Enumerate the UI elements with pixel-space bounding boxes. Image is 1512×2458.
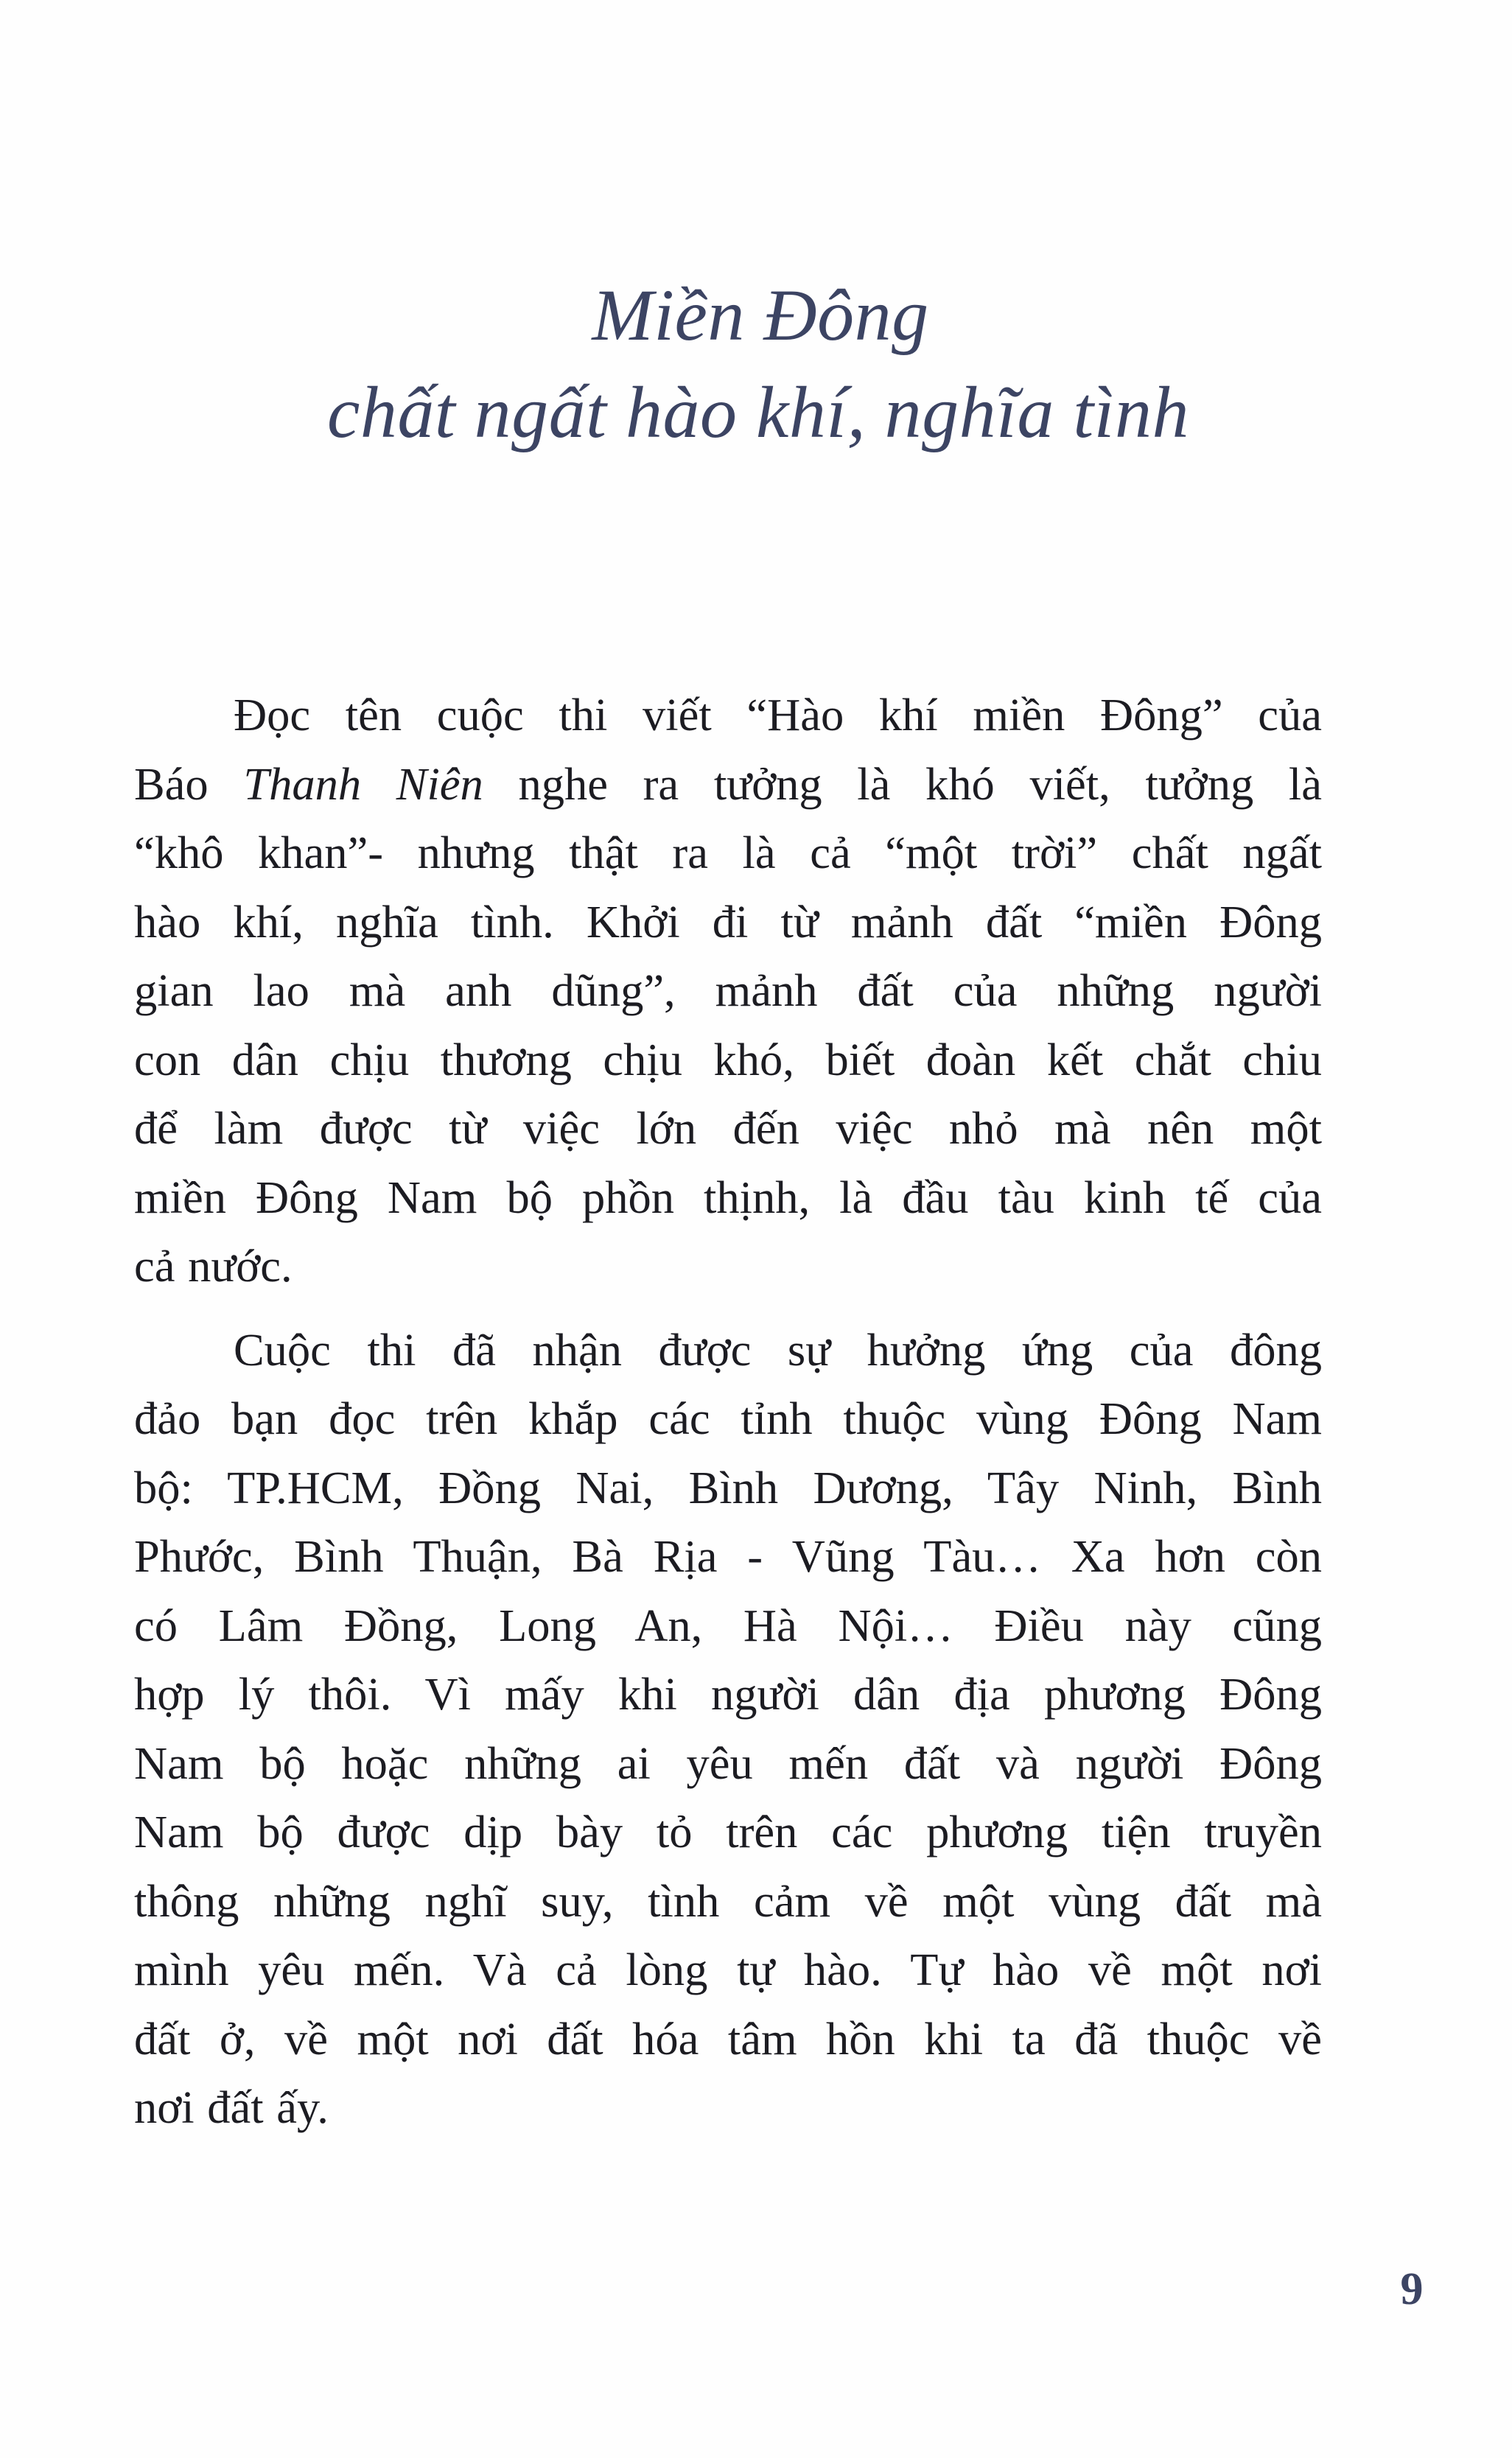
text-segment: đất ở, về một nơi đất hóa tâm hồn khi ta đã thuộc về bbox=[134, 2012, 1322, 2065]
chapter-title-line-2: chất ngất hào khí, nghĩa tình bbox=[327, 371, 1189, 453]
text-line bbox=[134, 956, 1322, 1026]
text-segment: con dân chịu thương chịu khó, biết đoàn kết chắt chiu bbox=[134, 1033, 1322, 1085]
text-line bbox=[134, 1522, 1322, 1592]
text-line bbox=[134, 1026, 1322, 1095]
text-segment: Đọc tên cuộc thi viết “Hào khí miền Đông” của bbox=[234, 689, 1322, 740]
chapter-title bbox=[0, 271, 1512, 457]
text-segment: nghe ra tưởng là khó viết, tưởng là bbox=[483, 757, 1322, 810]
text-segment: Cuộc thi đã nhận được sự hưởng ứng của đông bbox=[234, 1323, 1322, 1376]
text-line bbox=[134, 2005, 1322, 2074]
text-segment: miền Đông Nam bộ phồn thịnh, là đầu tàu kinh tế của bbox=[134, 1171, 1322, 1223]
body-text bbox=[134, 681, 1322, 2143]
text-line bbox=[134, 681, 1322, 750]
text-line bbox=[134, 1798, 1322, 1867]
text-segment: Nam bộ được dịp bày tỏ trên các phương tiện truyền bbox=[134, 1806, 1322, 1857]
text-line bbox=[134, 1094, 1322, 1163]
text-segment: Báo bbox=[134, 757, 244, 810]
paragraph-1 bbox=[134, 681, 1322, 1301]
text-line bbox=[134, 1729, 1322, 1799]
text-line bbox=[134, 819, 1322, 888]
text-segment: hào khí, nghĩa tình. Khởi đi từ mảnh đất “miền Đông bbox=[134, 895, 1322, 948]
italic-text-segment: Thanh Niên bbox=[243, 757, 483, 810]
text-segment: mình yêu mến. Và cả lòng tự hào. Tự hào về một nơi bbox=[134, 1944, 1322, 1995]
text-line bbox=[134, 1660, 1322, 1729]
page-number: 9 bbox=[1400, 2264, 1424, 2314]
text-segment: gian lao mà anh dũng”, mảnh đất của những người bbox=[134, 964, 1322, 1016]
text-segment: để làm được từ việc lớn đến việc nhỏ mà nên một bbox=[134, 1102, 1322, 1154]
text-segment: đảo bạn đọc trên khắp các tỉnh thuộc vùng Đông Nam bbox=[134, 1393, 1322, 1444]
text-line bbox=[134, 1592, 1322, 1661]
text-segment: Nam bộ hoặc những ai yêu mến đất và người Đông bbox=[134, 1737, 1322, 1789]
text-line bbox=[134, 1936, 1322, 2005]
text-segment: thông những nghĩ suy, tình cảm về một vùng đất mà bbox=[134, 1874, 1322, 1927]
text-segment: Phước, Bình Thuận, Bà Rịa - Vũng Tàu… Xa hơn còn bbox=[134, 1530, 1322, 1582]
text-line bbox=[134, 1384, 1322, 1454]
paragraph-2 bbox=[134, 1316, 1322, 2143]
text-segment: nơi đất ấy. bbox=[134, 2081, 329, 2133]
text-segment: cả nước. bbox=[134, 1240, 293, 1292]
text-line bbox=[134, 2073, 1322, 2143]
text-line bbox=[134, 1232, 1322, 1301]
text-segment: hợp lý thôi. Vì mấy khi người dân địa phương Đông bbox=[134, 1668, 1322, 1720]
text-line bbox=[134, 1163, 1322, 1233]
text-segment: “khô khan”- nhưng thật ra là cả “một trời” chất ngất bbox=[134, 827, 1322, 878]
chapter-title-line-1: Miền Đông bbox=[592, 274, 929, 356]
text-line bbox=[134, 1454, 1322, 1523]
text-line bbox=[134, 1867, 1322, 1936]
text-segment: bộ: TP.HCM, Đồng Nai, Bình Dương, Tây Ninh, Bình bbox=[134, 1461, 1322, 1513]
text-segment: có Lâm Đồng, Long An, Hà Nội… Điều này cũng bbox=[134, 1599, 1322, 1651]
text-line bbox=[134, 750, 1322, 819]
text-line bbox=[134, 1316, 1322, 1385]
text-line bbox=[134, 888, 1322, 957]
